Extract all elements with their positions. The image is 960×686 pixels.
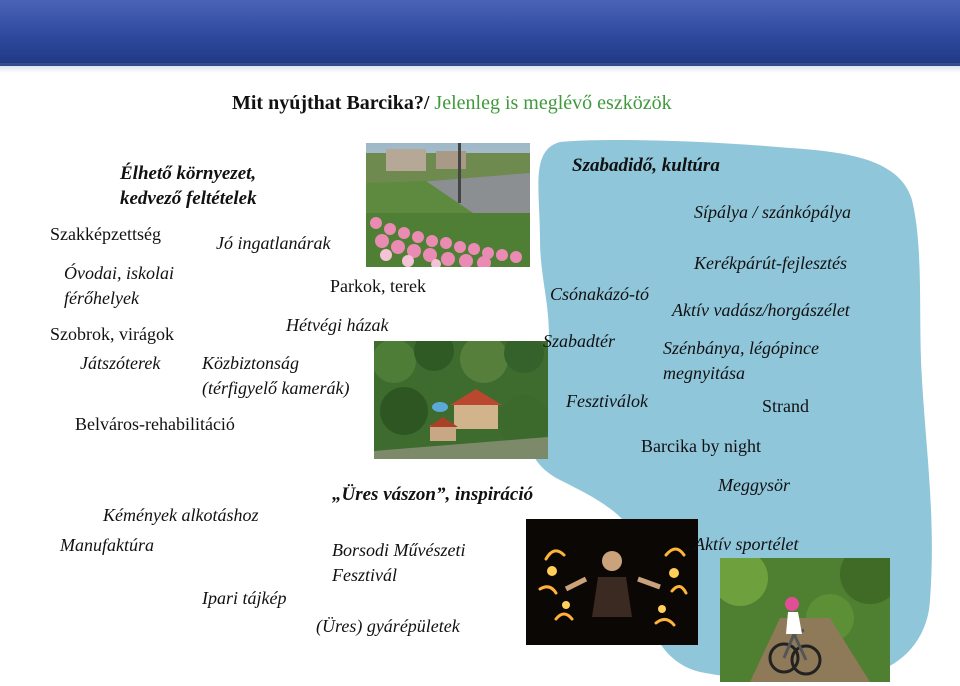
art-festival-text-line1: Borsodi Művészeti — [332, 540, 466, 560]
leisure-culture-heading: Szabadidő, kultúra — [572, 155, 720, 176]
coal-mine-text-line1: Szénbánya, légópince — [663, 338, 819, 358]
beach-text: Strand — [762, 396, 809, 416]
playgrounds-text: Játszóterek — [80, 353, 161, 373]
chimneys-text: Kémények alkotáshoz — [103, 505, 259, 525]
weekend-houses-text: Hétvégi házak — [286, 315, 389, 335]
empty-canvas-heading: „Üres vászon”, inspiráció — [332, 484, 534, 505]
meggysor-text: Meggysör — [718, 475, 790, 495]
art-festival-text-line2: Fesztivál — [332, 565, 397, 585]
boating-lake-text: Csónakázó-tó — [550, 284, 649, 304]
hunting-fishing-text: Aktív vadász/horgászélet — [672, 300, 850, 320]
barcika-by-night-text: Barcika by night — [641, 436, 761, 456]
slide-title-highlight: Jelenleg is meglévő eszközök — [429, 92, 672, 114]
empty-factories-text: (Üres) gyárépületek — [316, 616, 460, 636]
statues-flowers-text: Szobrok, virágok — [50, 324, 174, 344]
coal-mine-text-line2: megnyitása — [663, 363, 745, 383]
public-safety-text-line1: Közbiztonság — [202, 353, 300, 373]
living-environment-heading-line2: kedvező feltételek — [120, 188, 257, 209]
public-safety-text-line2: (térfigyelő kamerák) — [202, 378, 350, 398]
parks-text: Parkok, terek — [330, 276, 426, 296]
bike-path-text: Kerékpárút-fejlesztés — [694, 253, 847, 273]
slide-title: Mit nyújthat Barcika?/ Jelenleg is meglévő eszközök — [232, 92, 672, 114]
aerial-forest-houses-photo — [374, 341, 548, 459]
downtown-rehab-text: Belváros-rehabilitáció — [75, 414, 235, 434]
active-sports-text: Aktív sportélet — [694, 534, 799, 554]
living-environment-heading-line1: Élhető környezet, — [120, 163, 257, 184]
property-prices-text: Jó ingatlanárak — [216, 233, 331, 253]
school-places-text-line2: férőhelyek — [64, 288, 139, 308]
festivals-text: Fesztiválok — [566, 391, 648, 411]
open-air-text: Szabadtér — [543, 331, 615, 351]
tulip-street-photo — [366, 143, 530, 267]
vocational-skills-text: Szakképzettség — [50, 224, 161, 244]
ski-slope-text: Sípálya / szánkópálya — [694, 202, 851, 222]
industrial-landscape-text: Ipari tájkép — [202, 588, 287, 608]
school-places-text-line1: Óvodai, iskolai — [64, 263, 174, 283]
mountain-bike-photo — [720, 558, 890, 682]
manufactory-text: Manufaktúra — [60, 535, 154, 555]
fire-show-photo — [526, 519, 698, 645]
